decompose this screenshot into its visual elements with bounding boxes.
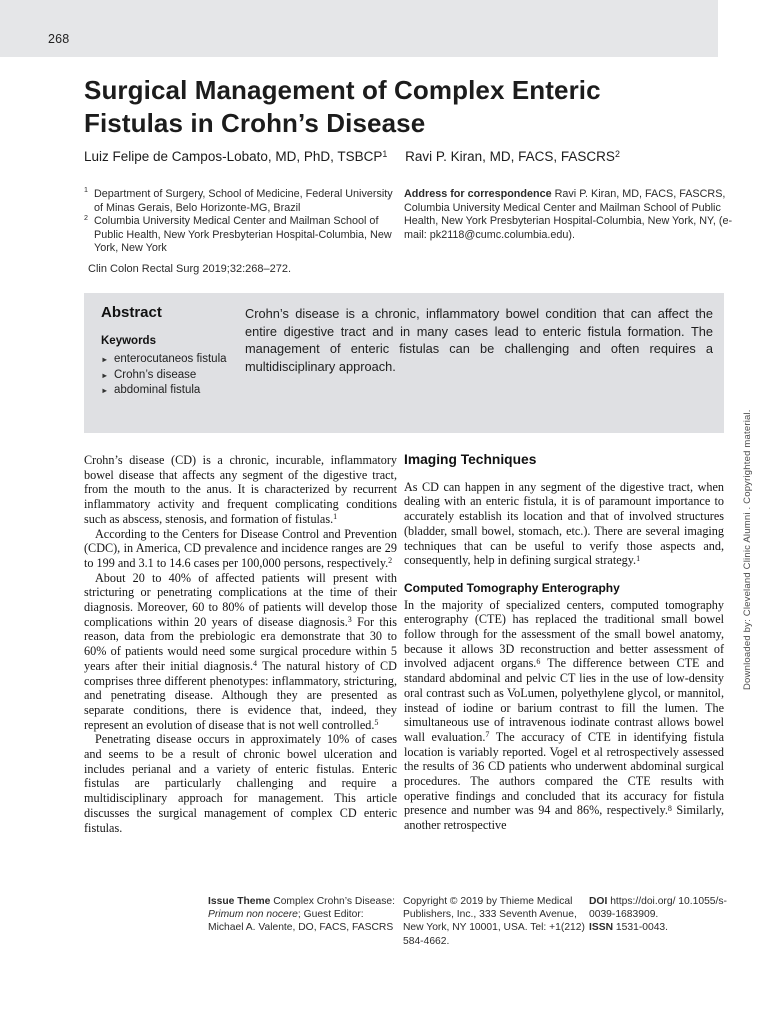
keyword-label: enterocutaneos fistula — [114, 353, 227, 365]
issn-label: ISSN — [589, 922, 614, 934]
keywords-heading: Keywords — [101, 335, 156, 347]
issue-theme-label: Issue Theme — [208, 896, 271, 907]
body-left-column — [84, 453, 397, 835]
paragraph: In the majority of specialized centers, computed tomography enterography (CTE) has replaced the traditional small bowel follow through for the assessment of the small bowel anatomy, because it allows 3D reconstruction and better assessment of involved adjacent organs.$^6$ The difference between CTE and standard abdominal and pelvic CT lies in the use of low-density oral contrast such as VoLumen, polyethylene glycol, or mannitol, instead of iodine or barium contrast to fill the lumen. The simultaneous use of intravenous iodinate contrast allows bowel wall evaluation.$^7$ The accuracy of CTE in identifying fistula location is variably reported. Vogel et al retrospectively assessed the results of 36 CD patients who underwent abdominal surgical procedures. The authors compared the CTE results with operative findings and concluded that its accuracy for fistula presence and number was 94 and 86%, respectively.$^8$ Similarly, another retrospective — [404, 597, 724, 833]
affiliation-1-text: Department of Surgery, School of Medicine, Federal University of Minas Gerais, Belo Horizonte-MG, Brazil — [94, 188, 393, 214]
paragraph: Penetrating disease occurs in approximately 10% of cases and seems to be a result of chronic bowel ulceration and includes perianal and a variety of enteric fistulas. Enteric fistulas are particularly challenging and require a multidisciplinary approach for management. This article discusses the surgical management of complex CD enteric fistulas. — [84, 732, 397, 835]
journal-citation: Clin Colon Rectal Surg 2019;32:268–272. — [88, 263, 292, 275]
correspondence-block — [404, 188, 736, 242]
download-watermark: Downloaded by: Cleveland Clinic Alumni . Copyrighted material. — [742, 409, 753, 690]
page-header-bar — [0, 0, 718, 57]
issue-theme-italic: Primum non nocere — [208, 909, 298, 921]
body-right-column — [404, 453, 724, 833]
keyword-label: Crohn’s disease — [114, 368, 197, 381]
doi-label: DOI — [589, 896, 608, 907]
footer-issue-theme — [208, 895, 400, 935]
abstract-text: Crohn’s disease is a chronic, inflammatory bowel condition that can affect the entire digestive tract and in many cases lead to enteric fistula formation. The management of enteric fistulas can be challenging and often requires a multidisciplinary approach. — [245, 306, 713, 374]
footer-copyright: Copyright © 2019 by Thieme Medical Publishers, Inc., 333 Seventh Avenue, New York, NY 10001, USA. Tel: +1(212) 584-4662. — [403, 896, 585, 947]
abstract-box — [84, 293, 724, 433]
keyword-item — [101, 368, 231, 384]
abstract-heading: Abstract — [101, 304, 162, 321]
issue-theme-text: Complex Crohn’s Disease: — [270, 896, 395, 907]
correspondence-text: Ravi P. Kiran, MD, FACS, FASCRS, Columbia University Medical Center and Mailman School of Public Health, New York Presbyterian Hospital-Columbia, New York, NY, (e-mail: pk2118@cumc.columbia.edu). — [404, 188, 733, 241]
affiliation-2: 2 Columbia University Medical Center and Mailman School of Public Health, New York Presbyterian Hospital-Columbia, New York, New York — [84, 213, 392, 255]
keywords-list — [101, 352, 231, 399]
issue-theme-text2: ; Guest Editor: Michael A. Valente, DO, FACS, FASCRS — [208, 909, 394, 934]
keyword-item — [101, 352, 231, 368]
issn-value: 1531-0043. — [615, 922, 669, 934]
subsection-heading-cte: Computed Tomography Enterography — [404, 580, 620, 595]
affiliation-1: 1 Department of Surgery, School of Medicine, Federal University of Minas Gerais, Belo Horizonte-MG, Brazil — [84, 186, 393, 214]
author-line — [84, 149, 634, 164]
paragraph: About 20 to 40% of affected patients will present with stricturing or penetrating complications at the time of their diagnosis. Moreover, 60 to 80% of patients will develop those complications within 20 years of disease diagnosis.$^3$ For this reason, data from the prebiologic era demonstrate that 30 to 60% of patients would need some surgical procedure within 5 years after their initial diagnosis.$^4$ The natural history of CD comprises three different phenotypes: inflammatory, stricturing, and penetrating disease. Although they are presented as separate conditions, there is evidence that, indeed, they represent an evolution of disease that is not well controlled.$^5$ — [84, 570, 397, 732]
article-title: Surgical Management of Complex Enteric Fistulas in Crohn’s Disease — [84, 75, 601, 138]
section-heading-imaging-techniques: Imaging Techniques — [404, 452, 537, 467]
affiliation-2-text: Columbia University Medical Center and Mailman School of Public Health, New York Presbyterian Hospital-Columbia, New York, New York — [94, 215, 392, 255]
paragraph: According to the Centers for Disease Control and Prevention (CDC), in America, CD prevalence and incidence ranges are 29 to 199 and 3.1 to 14.6 cases per 100,000 persons, respectively.$^2$ — [84, 526, 397, 570]
paragraph: Crohn’s disease (CD) is a chronic, incurable, inflammatory bowel disease that affects any segment of the digestive tract, from the mouth to the anus. It is characterized by recurrent inflammatory activity and frequent complicating conditions such as abscess, stenosis, and formation of fistulas.$^1$ — [84, 453, 397, 526]
keyword-item — [101, 383, 231, 399]
keyword-label: abdominal fistula — [114, 384, 201, 396]
author-2: Ravi P. Kiran, MD, FACS, FASCRS$^2$ — [405, 149, 620, 164]
affiliations-block — [84, 188, 400, 256]
footer-doi-block — [589, 895, 729, 935]
paragraph: As CD can happen in any segment of the digestive tract, when dealing with an enteric fistula, it is of paramount importance to accurately establish its location and that of involved structures (bladder, small bowel, stomach, etc.). There are several imaging techniques that can be useful to verify those aspects and, consequently, help in defining surgical strategy.$^1$ — [404, 479, 724, 568]
doi-value: https://doi.org/ 10.1055/s-0039-1683909. — [589, 896, 727, 921]
keyword-bullet-icon: ► — [101, 370, 109, 380]
page-number: 268 — [48, 32, 70, 46]
author-1: Luiz Felipe de Campos-Lobato, MD, PhD, TSBCP$^1$ — [84, 149, 388, 164]
keyword-bullet-icon: ► — [101, 386, 109, 395]
keyword-bullet-icon: ► — [101, 355, 109, 364]
correspondence-label: Address for correspondence — [404, 188, 552, 200]
